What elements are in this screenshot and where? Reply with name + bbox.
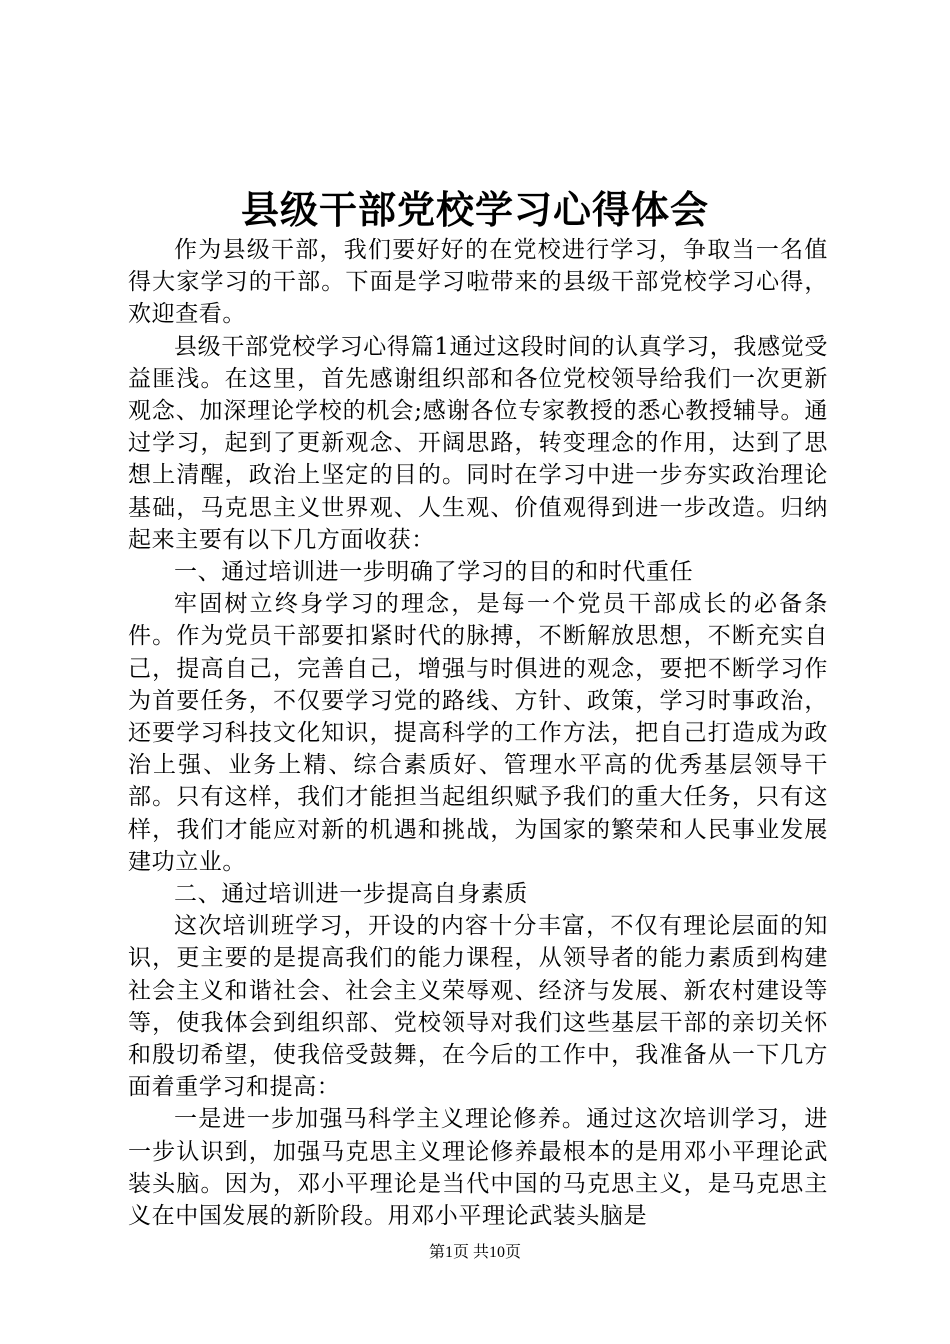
paragraph-point-1: 一是进一步加强马科学主义理论修养。通过这次培训学习，进一步认识到，加强马克思主义理论修养最根本的是用邓小平理论武装头脑。因为，邓小平理论是当代中国的马克思主义，是马克思主义在中国发展的新阶段。用邓小平理论武装头脑是: [128, 1106, 828, 1230]
document-title: 县级干部党校学习心得体会: [240, 187, 709, 232]
document-body: [128, 234, 828, 1232]
paragraph-intro: 作为县级干部，我们要好好的在党校进行学习，争取当一名值得大家学习的干部。下面是学习啦带来的县级干部党校学习心得，欢迎查看。: [128, 237, 828, 328]
section-heading-2: 二、通过培训进一步提高自身素质: [174, 881, 528, 908]
section-heading-1: 一、通过培训进一步明确了学习的目的和时代重任: [174, 559, 694, 586]
paragraph-section-1: 牢固树立终身学习的理念，是每一个党员干部成长的必备条件。作为党员干部要扣紧时代的脉搏，不断解放思想，不断充实自己，提高自己，完善自己，增强与时俱进的观念，要把不断学习作为首要任务，不仅要学习党的路线、方针、政策，学习时事政治，还要学习科技文化知识，提高科学的工作方法，把自己打造成为政治上强、业务上精、综合素质好、管理水平高的优秀基层领导干部。只有这样，我们才能担当起组织赋予我们的重大任务，只有这样，我们才能应对新的机遇和挑战，为国家的繁荣和人民事业发展建功立业。: [128, 591, 828, 875]
page-number-footer: 第1页 共10页: [428, 1244, 521, 1261]
paragraph-article-1: 县级干部党校学习心得篇1通过这段时间的认真学习，我感觉受益匪浅。在这里，首先感谢组织部和各位党校领导给我们一次更新观念、加深理论学校的机会;感谢各位专家教授的悉心教授辅导。通过学习，起到了更新观念、开阔思路，转变理念的作用，达到了思想上清醒，政治上坚定的目的。同时在学习中进一步夯实政治理论基础，马克思主义世界观、人生观、价值观得到进一步改造。归纳起来主要有以下几方面收获：: [128, 333, 828, 553]
paragraph-section-2: 这次培训班学习，开设的内容十分丰富，不仅有理论层面的知识，更主要的是提高我们的能力课程，从领导者的能力素质到构建社会主义和谐社会、社会主义荣辱观、经济与发展、新农村建设等等，使我体会到组织部、党校领导对我们这些基层干部的亲切关怀和殷切希望，使我倍受鼓舞，在今后的工作中，我准备从一下几方面着重学习和提高：: [128, 913, 828, 1101]
